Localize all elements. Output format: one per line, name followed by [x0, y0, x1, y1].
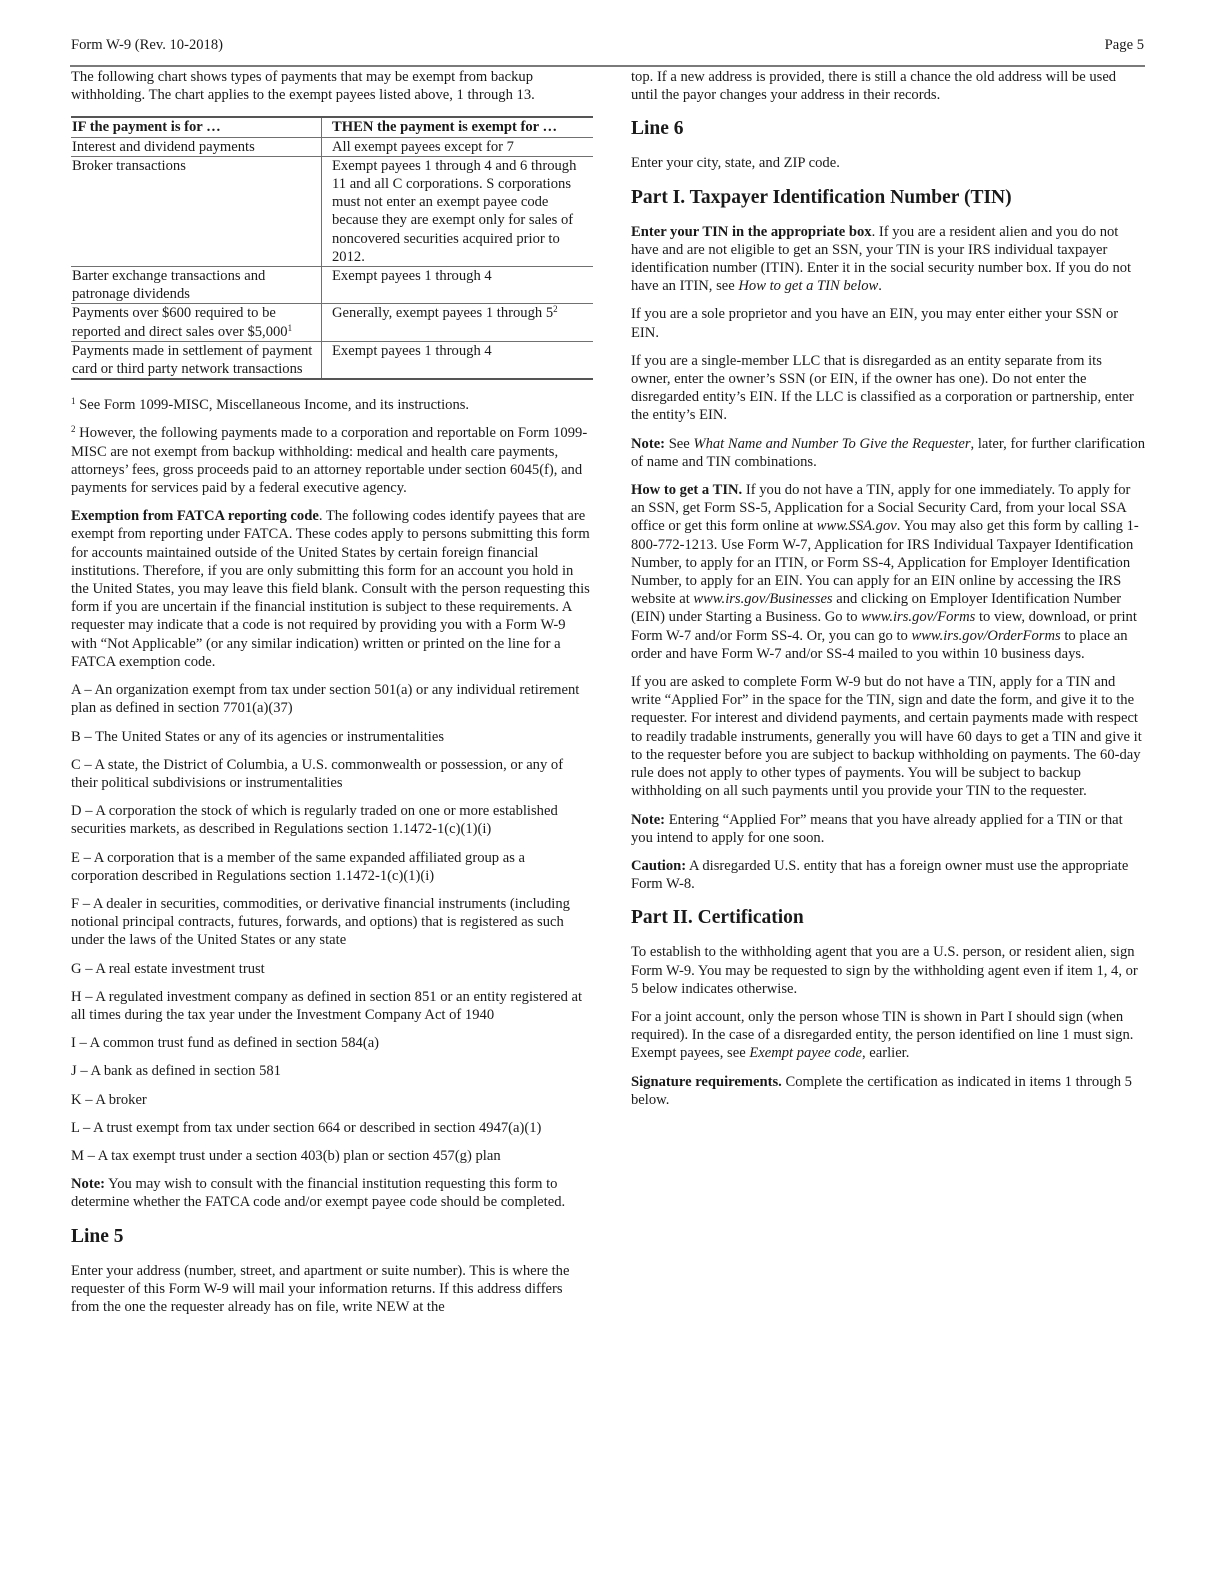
fatca-code-a: A – An organization exempt from tax under section 501(a) or any individual retirement plan as defined in section 7701(a)(37) [71, 682, 580, 717]
caution-paragraph: Caution: A disregarded U.S. entity that has a foreign owner must use the appropriate Form W-8. [631, 857, 1129, 893]
exempt-payments-table [71, 116, 593, 380]
part2-heading: Part II. Certification [631, 907, 804, 929]
header-divider [70, 65, 1145, 67]
fatca-code-e: E – A corporation that is a member of the same expanded affiliated group as a corporation described in Regulations section 1.1472-1(c)(1)(i) [71, 849, 526, 884]
right-column [631, 68, 1145, 1119]
line5-heading: Line 5 [71, 1225, 124, 1247]
signature-requirements-paragraph: Signature requirements. Complete the certification as indicated in items 1 through 5 below. [631, 1073, 1132, 1108]
irs-orderforms-link[interactable]: www.irs.gov/OrderForms [911, 627, 1061, 644]
table-row [71, 304, 593, 341]
exempt-cell: Exempt payees 1 through 4 and 6 through 11 and all C corporations. S corporations must not enter an exempt payee code because they are exempt only for sales of noncovered securities acquired prior to 2012. [322, 156, 594, 266]
fatca-code-b: B – The United States or any of its agencies or instrumentalities [71, 728, 445, 745]
irs-businesses-link[interactable]: www.irs.gov/Businesses [693, 591, 833, 608]
exempt-cell: All exempt payees except for 7 [322, 137, 594, 156]
table-header-row [71, 117, 593, 137]
ssa-link[interactable]: www.SSA.gov [816, 518, 897, 535]
table-row [71, 156, 593, 266]
sole-proprietor-paragraph: If you are a sole proprietor and you have an EIN, you may enter either your SSN or EIN. [631, 306, 1119, 341]
joint-account-paragraph: For a joint account, only the person whose TIN is shown in Part I should sign (when required). In the case of a disregarded entity, the person identified on line 1 must sign. Exempt payees, see Exempt payee code, earlier. [631, 1008, 1134, 1062]
form-title: Form W-9 (Rev. 10-2018) [71, 37, 224, 53]
line6-text: Enter your city, state, and ZIP code. [631, 155, 840, 172]
footnote-ref: 2 [553, 304, 558, 315]
fatca-note: Note: You may wish to consult with the financial institution requesting this form to determine whether the FATCA code and/or exempt payee code should be completed. [71, 1176, 566, 1211]
footnote-1: $^1$ See Form 1099-MISC, Miscellaneous Income, and its instructions. [71, 396, 470, 414]
payment-cell: Interest and dividend payments [71, 137, 322, 156]
llc-paragraph: If you are a single-member LLC that is disregarded as an entity separate from its owner, enter the owner’s SSN (or EIN, if the owner has one). Do not enter the disregarded entity’s EIN. If the LLC is classified as a corporation or partnership, enter the entity’s EIN. [631, 352, 1134, 424]
exempt-cell: Exempt payees 1 through 4 [322, 267, 594, 304]
fatca-code-c: C – A state, the District of Columbia, a U.S. commonwealth or possession, or any of their political subdivisions or instrumentalities [71, 756, 564, 791]
how-to-get-tin-paragraph: How to get a TIN. If you do not have a TIN, apply for one immediately. To apply for an SSN, get Form SS-5, Application for a Social Security Card, from your local SSA office or get this form online at www.SSA.gov. You may also get this form by calling 1-800-772-1213. Use Form W-7, Application for IRS Individual Taxpayer Identification Number, to apply for an ITIN, or Form SS-4, Application for Employer Identification Number, to apply for an EIN. You can apply for an EIN online by accessing the IRS website at www.irs.gov/Businesses and clicking on Employer Identification Number (EIN) under Starting a Business. Go to www.irs.gov/Forms to view, download, or print Form W-7 and/or Form SS-4. Or, you can go to www.irs.gov/OrderForms to place an order and have Form W-7 and/or SS-4 mailed to you within 10 business days. [631, 482, 1139, 662]
line5-text: Enter your address (number, street, and apartment or suite number). This is where the requester of this Form W-9 will mail your information returns. If this address differs from the one the requester already has on file, write NEW at the [71, 1262, 570, 1315]
payment-cell: Payments over $600 required to be reported and direct sales over $5,000$^1$ [71, 304, 322, 341]
fatca-code-l: L – A trust exempt from tax under section 664 or described in section 4947(a)(1) [71, 1119, 542, 1136]
fatca-code-g: G – A real estate investment trust [71, 960, 265, 977]
payment-cell: Barter exchange transactions and patronage dividends [71, 267, 322, 304]
chart-intro: The following chart shows types of payments that may be exempt from backup withholding. The chart applies to the exempt payees listed above, 1 through 13. [71, 69, 535, 104]
fatca-code-m: M – A tax exempt trust under a section 403(b) plan or section 457(g) plan [71, 1147, 501, 1164]
footnote-ref: 1 [287, 322, 293, 333]
fatca-code-h: H – A regulated investment company as defined in section 851 or an entity registered at all times during the tax year under the Investment Company Act of 1940 [71, 988, 583, 1023]
footnote-2: $^2$ However, the following payments made to a corporation and reportable on Form 1099-MISC are not exempt from backup withholding: medical and health care payments, attorneys’ fees, gross proceeds paid to an attorney reportable under section 6045(f), and payments for services paid by a federal executive agency. [71, 424, 588, 497]
line5-continued: top. If a new address is provided, there is still a chance the old address will be used until the payor changes your address in their records. [631, 69, 1117, 104]
left-column [71, 68, 593, 1326]
fatca-paragraph: Exemption from FATCA reporting code. The following codes identify payees that are exempt from reporting under FATCA. These codes apply to persons submitting this form for accounts maintained outside of the United States by certain foreign financial institutions. Therefore, if you are only submitting this form for an account you hold in the United States, you may leave this field blank. Consult with the person requesting this form if you are uncertain if the financial institution is subject to these requirements. A requester may indicate that a code is not required by providing you with a Form W-9 with “Not Applicable” (or any similar indication) written or printed on the line for a FATCA exemption code. [71, 508, 590, 670]
fatca-code-f: F – A dealer in securities, commodities, or derivative financial instruments (including notional principal contracts, futures, forwards, and options) that is registered as such under the laws of the United States or any state [71, 895, 570, 949]
page-number: Page 5 [1104, 37, 1144, 53]
page-header [71, 36, 1144, 56]
table-row [71, 137, 593, 156]
fatca-code-i: I – A common trust fund as defined in section 584(a) [71, 1035, 380, 1052]
irs-forms-link[interactable]: www.irs.gov/Forms [861, 609, 976, 626]
table-row [71, 341, 593, 379]
name-number-note: Note: See What Name and Number To Give the Requester, later, for further clarification of name and TIN combinations. [631, 435, 1145, 470]
column-header-payment: IF the payment is for … [71, 117, 322, 137]
exempt-cell: Exempt payees 1 through 4 [322, 341, 594, 379]
applied-for-paragraph: If you are asked to complete Form W-9 but do not have a TIN, apply for a TIN and write “Applied For” in the space for the TIN, sign and date the form, and give it to the requester. For interest and dividend payments, and certain payments made with respect to readily tradable instruments, generally you will have 60 days to get a TIN and give it to the requester before you are subject to backup withholding on payments. The 60-day rule does not apply to other types of payments. You will be subject to backup withholding on all such payments until you provide your TIN to the requester. [631, 674, 1142, 800]
part1-heading: Part I. Taxpayer Identification Number (TIN) [631, 186, 1012, 208]
exempt-cell: Generally, exempt payees 1 through $5^2$ [322, 304, 594, 341]
establish-paragraph: To establish to the withholding agent that you are a U.S. person, or resident alien, sign Form W-9. You may be requested to sign by the withholding agent even if item 1, 4, or 5 below indicates otherwise. [631, 944, 1138, 997]
applied-for-note: Note: Entering “Applied For” means that you have already applied for a TIN or that you intend to apply for one soon. [631, 811, 1123, 846]
table-row [71, 267, 593, 304]
fatca-code-k: K – A broker [71, 1091, 147, 1108]
column-header-exempt: THEN the payment is exempt for … [322, 117, 594, 137]
payment-cell: Payments made in settlement of payment card or third party network transactions [71, 341, 322, 379]
line6-heading: Line 6 [631, 118, 684, 140]
fatca-code-j: J – A bank as defined in section 581 [71, 1063, 281, 1080]
payment-cell: Broker transactions [71, 156, 322, 266]
enter-tin-paragraph: Enter your TIN in the appropriate box. If you are a resident alien and you do not have and are not eligible to get an SSN, your TIN is your IRS individual taxpayer identification number (ITIN). Enter it in the social security number box. If you do not have an ITIN, see How to get a TIN below. [631, 223, 1132, 295]
fatca-code-d: D – A corporation the stock of which is regularly traded on one or more established securities markets, as described in Regulations section 1.1472-1(c)(1)(i) [71, 803, 558, 838]
